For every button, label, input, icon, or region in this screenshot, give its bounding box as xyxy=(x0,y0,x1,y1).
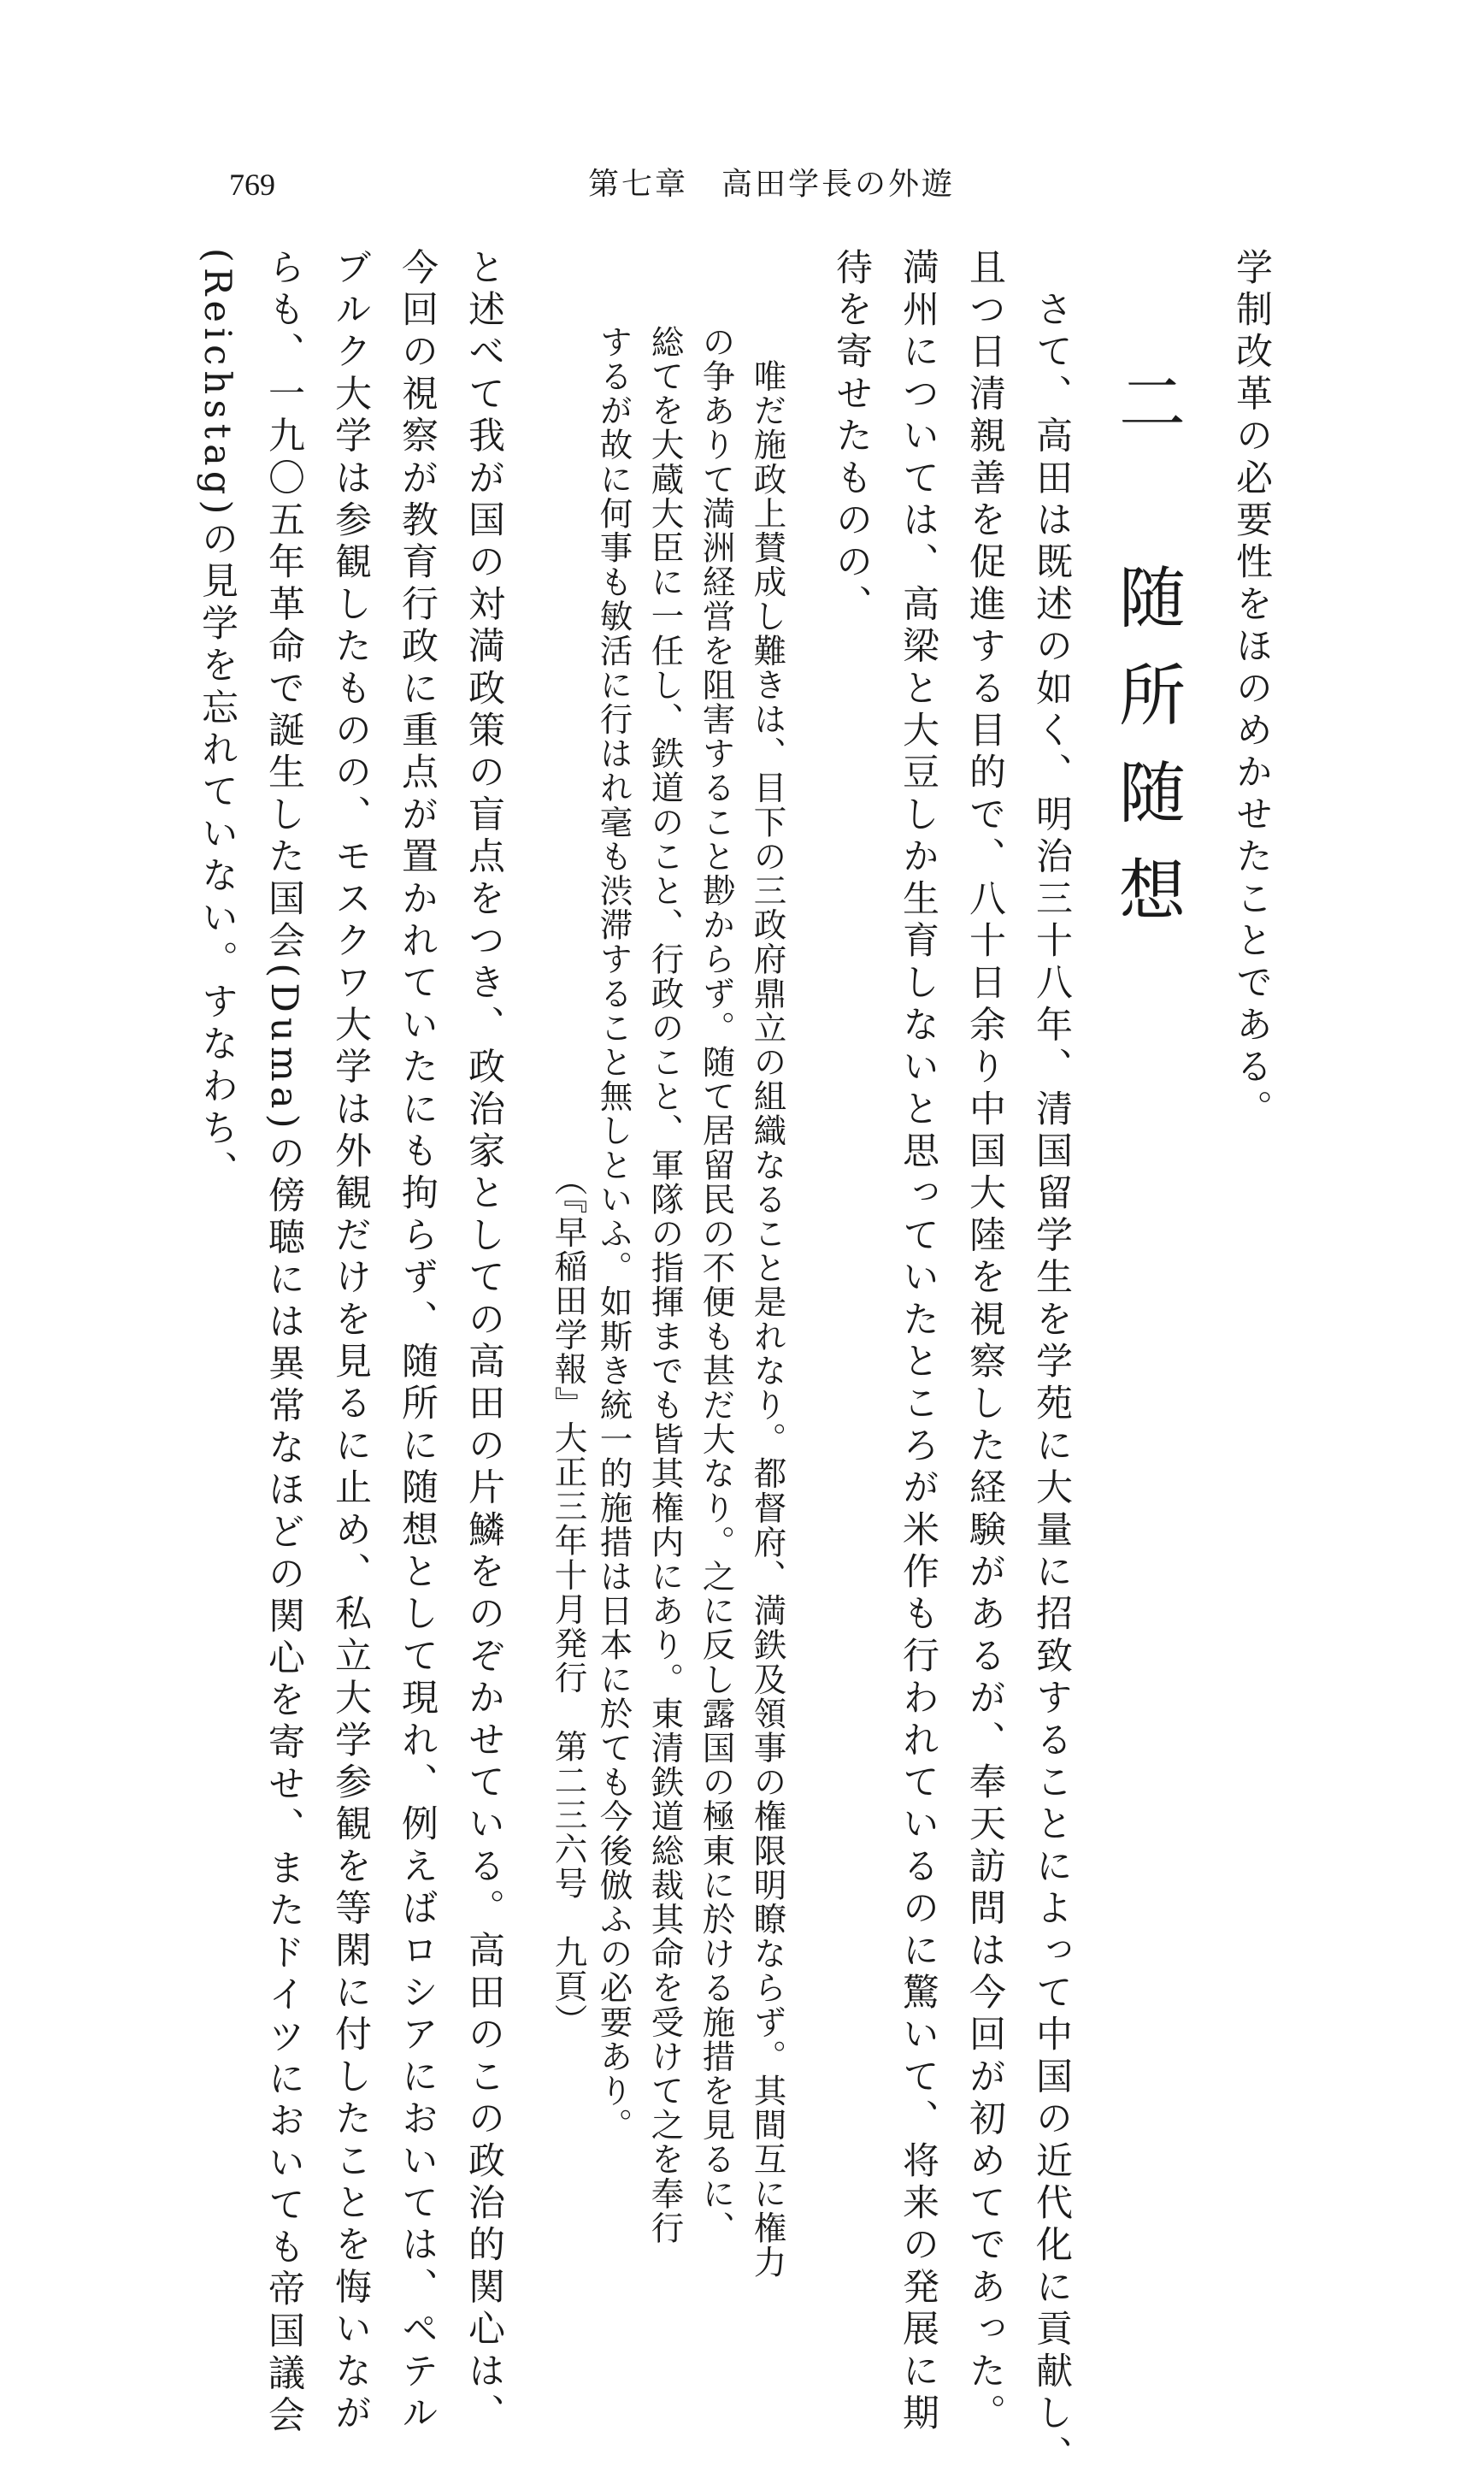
text-line: 満州については、高梁と大豆しか生育しないと思っていたところが米作も行われているのに驚いて、将来の発展に期 xyxy=(897,248,939,2436)
running-header: 第七章 高田学長の外遊 xyxy=(588,167,956,202)
text-line: 待を寄せたものの、 xyxy=(830,248,873,627)
page-number: 769 xyxy=(229,168,275,202)
text-line: さて、高田は既述の如く、明治三十八年、清国留学生を学苑に大量に招致することによって中国の近代化に貢献し、 xyxy=(1030,248,1073,2478)
text-line: 今回の視察が教育行政に重点が置かれていたにも拘らず、随所に随想として現れ、例えばロシアにおいては、ペテル xyxy=(396,248,439,2436)
section-heading: 二 随所随想 xyxy=(1108,368,1185,953)
quote-line: の争ありて満洲経営を阻害すること尠からず。随て居留民の不便も甚だ大なり。之に反し露国の極東に於ける施措を見るに、 xyxy=(697,325,736,2245)
text-line: と述べて我が国の対満政策の盲点をつき、政治家としての高田の片鱗をのぞかせている。高田のこの政治的関心は、 xyxy=(462,248,505,2436)
text-line: らも、一九〇五年革命で誕生した国会(Duma)の傍聴には異常なほどの関心を寄せ、またドイツにおいても帝国議会 xyxy=(262,248,305,2438)
text-line: 学制改革の必要性をほのめかせたことである。 xyxy=(1230,248,1273,1132)
quote-line: 総てを大蔵大臣に一任し、鉄道のこと、行政のこと、軍隊の指揮までも皆其権内にあり。東清鉄道総裁其命を受けて之を奉行 xyxy=(645,325,685,2245)
text-line: 且つ日清親善を促進する目的で、八十日余り中国大陸を視察した経験があるが、奉天訪問は今回が初めてであった。 xyxy=(963,248,1006,2436)
text-line: (Reichstag)の見学を忘れていない。すなわち、 xyxy=(196,248,238,1193)
quote-line: するが故に何事も敏活に行はれ毫も渋滞すること無しといふ。如斯き統一的施措は日本に於ても今後倣ふの必要あり。 xyxy=(594,325,633,2143)
text-line: ブルク大学は参観したものの、モスクワ大学は外観だけを見るに止め、私立大学参観を等閑に付したことを悔いなが xyxy=(329,248,372,2436)
quote-citation: （『早稲田学報』大正三年十月発行 第二三六号 九頁） xyxy=(549,1163,588,2038)
quote-line: 唯だ施政上賛成し難きは、目下の三政府鼎立の組織なること是れなり。都督府、満鉄及領事の権限明瞭ならず。其間互に権力 xyxy=(748,325,787,2280)
